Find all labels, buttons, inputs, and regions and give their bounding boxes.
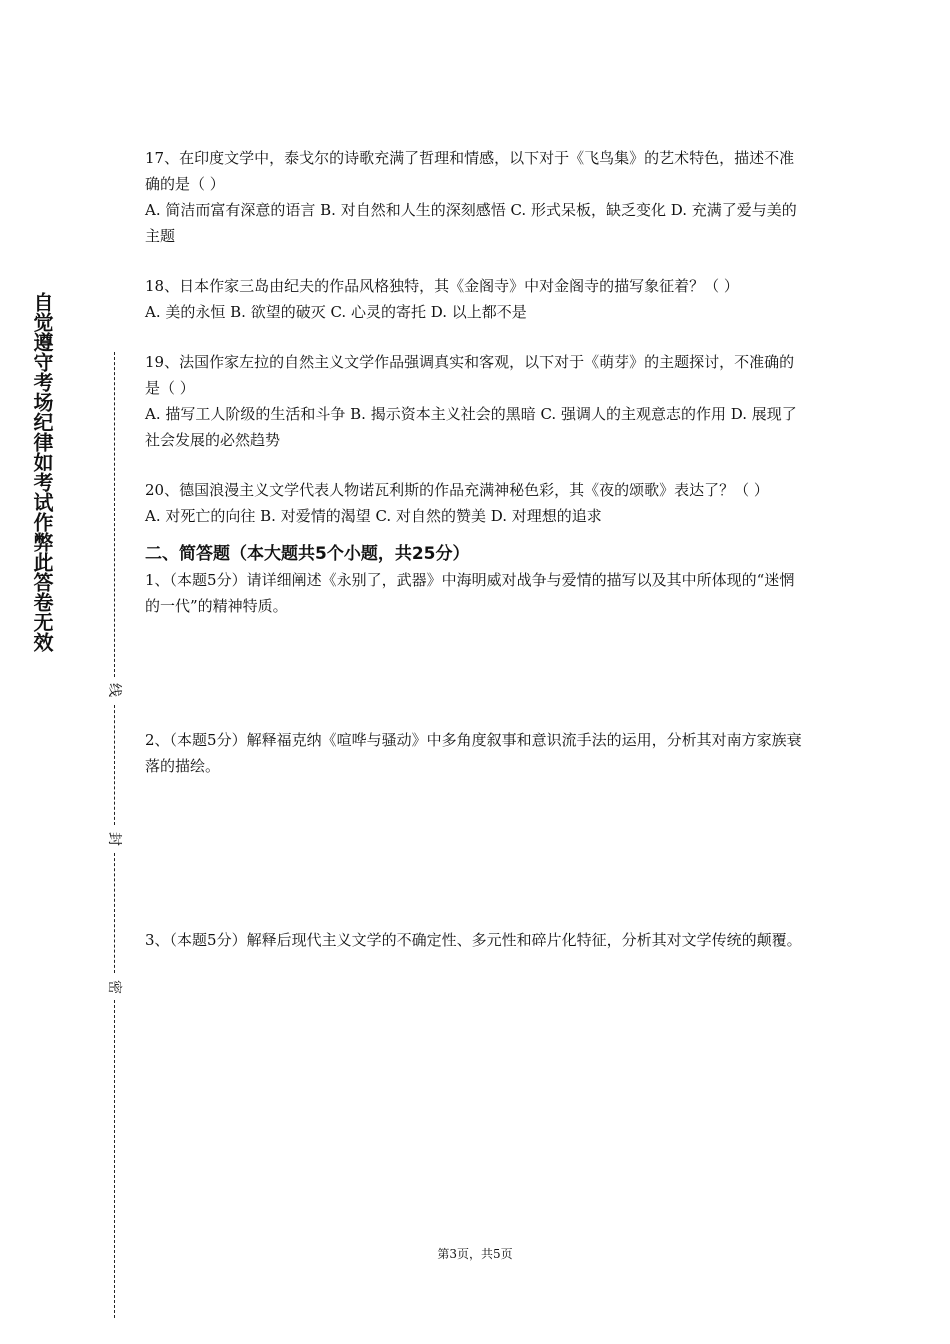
question-options: A. 对死亡的向往 B. 对爱情的渴望 C. 对自然的赞美 D. 对理想的追求 xyxy=(145,507,602,525)
question-stem: 20、德国浪漫主义文学代表人物诺瓦利斯的作品充满神秘色彩，其《夜的颂歌》表达了？（ ） xyxy=(145,481,769,499)
question-options: A. 描写工人阶级的生活和斗争 B. 揭示资本主义社会的黑暗 C. 强调人的主观意志的作用 D. 展现了社会发展的必然趋势 xyxy=(145,405,797,449)
binding-line xyxy=(114,352,115,677)
question-20 xyxy=(145,477,808,529)
binding-line xyxy=(114,853,115,973)
seal-mark-seal: 封 xyxy=(106,832,122,846)
seal-mark-line: 线 xyxy=(106,683,122,697)
short-answer-text: 3、（本题5分）解释后现代主义文学的不确定性、多元性和碎片化特征，分析其对文学传统的颠覆。 xyxy=(145,931,802,949)
exam-discipline-notice: 自觉遵守考场纪律如考试作弊此答卷无效 xyxy=(30,292,54,652)
short-answer-1 xyxy=(145,567,808,727)
seal-mark-close: 密 xyxy=(106,980,122,994)
exam-content xyxy=(145,145,808,953)
short-answer-3 xyxy=(145,927,808,953)
question-options: A. 简洁而富有深意的语言 B. 对自然和人生的深刻感悟 C. 形式呆板，缺乏变化 D. 充满了爱与美的主题 xyxy=(145,201,797,245)
question-stem: 17、在印度文学中，泰戈尔的诗歌充满了哲理和情感，以下对于《飞鸟集》的艺术特色，描述不准确的是（ ） xyxy=(145,149,795,193)
page-number: 第3页，共5页 xyxy=(437,1247,513,1261)
question-stem: 19、法国作家左拉的自然主义文学作品强调真实和客观，以下对于《萌芽》的主题探讨，不准确的是（ ） xyxy=(145,353,795,397)
question-stem: 18、日本作家三岛由纪夫的作品风格独特，其《金阁寺》中对金阁寺的描写象征着？（ ） xyxy=(145,277,739,295)
binding-line xyxy=(114,1000,115,1318)
question-options: A. 美的永恒 B. 欲望的破灭 C. 心灵的寄托 D. 以上都不是 xyxy=(145,303,527,321)
question-17 xyxy=(145,145,808,249)
section-title: 二、简答题（本大题共5个小题，共25分） xyxy=(145,544,470,564)
short-answer-2 xyxy=(145,727,808,927)
question-18 xyxy=(145,273,808,325)
short-answer-text: 2、（本题5分）解释福克纳《喧哗与骚动》中多角度叙事和意识流手法的运用，分析其对南方家族衰落的描绘。 xyxy=(145,731,802,775)
binding-line xyxy=(114,705,115,825)
short-answer-text: 1、（本题5分）请详细阐述《永别了，武器》中海明威对战争与爱情的描写以及其中所体现的“迷惘的一代”的精神特质。 xyxy=(145,571,795,615)
question-19 xyxy=(145,349,808,453)
